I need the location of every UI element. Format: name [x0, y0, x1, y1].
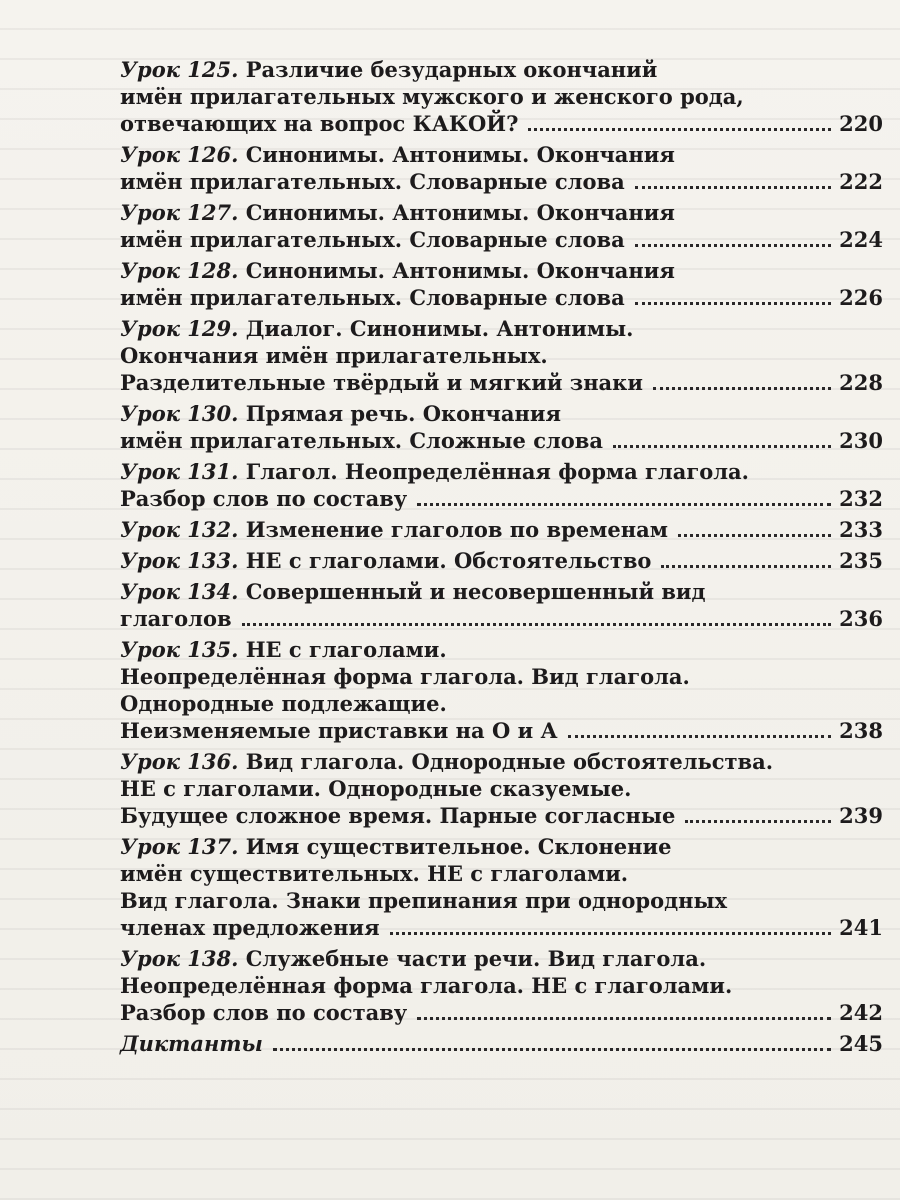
toc-text: Неизменяемые приставки на О и А: [120, 718, 558, 743]
dot-leader: [635, 302, 831, 305]
lesson-label: Урок 133.: [120, 548, 239, 573]
spacer: [238, 458, 245, 485]
toc-line: [120, 342, 883, 369]
toc-line: [120, 110, 883, 137]
spacer: [238, 400, 245, 427]
spacer: [238, 945, 245, 972]
toc-entry: [120, 547, 883, 574]
lesson-label: Урок 127.: [120, 200, 239, 225]
toc-line: [120, 141, 883, 168]
dot-leader: [390, 932, 831, 935]
spacer: [238, 748, 245, 775]
lesson-label: Урок 131.: [120, 459, 239, 484]
toc-line: [120, 284, 883, 311]
dot-leader: [653, 387, 831, 390]
dot-leader: [273, 1048, 831, 1051]
toc-text: имён существительных. НЕ с глаголами.: [120, 861, 629, 886]
dot-leader: [242, 623, 831, 626]
toc-line: [120, 914, 883, 941]
toc-text: Синонимы. Антонимы. Окончания: [245, 142, 675, 167]
toc-line: [120, 972, 883, 999]
toc-text: Различие безударных окончаний: [245, 57, 658, 82]
lesson-label: Урок 135.: [120, 637, 239, 662]
toc-text: имён прилагательных мужского и женского рода,: [120, 84, 744, 109]
toc-line: [120, 315, 883, 342]
spacer: [238, 833, 245, 860]
toc-text: Совершенный и несовершенный вид: [245, 579, 706, 604]
toc-text: Однородные подлежащие.: [120, 691, 447, 716]
toc-line: [120, 636, 883, 663]
lesson-label: Урок 138.: [120, 946, 239, 971]
toc-text: Вид глагола. Однородные обстоятельства.: [245, 749, 774, 774]
toc-text: имён прилагательных. Сложные слова: [120, 428, 603, 453]
toc-line: [120, 775, 883, 802]
toc-text: Разбор слов по составу: [120, 1000, 408, 1025]
page-number: 222: [839, 169, 883, 194]
toc-entry: [120, 945, 883, 1026]
spacer: [238, 578, 245, 605]
spacer: [238, 315, 245, 342]
lesson-label: Урок 134.: [120, 579, 239, 604]
toc-line: [120, 547, 883, 574]
toc-line: [120, 887, 883, 914]
toc-entry: [120, 141, 883, 195]
toc-text: НЕ с глаголами. Однородные сказуемые.: [120, 776, 632, 801]
toc-line: [120, 690, 883, 717]
toc-entry: [120, 636, 883, 744]
page-number: 235: [839, 548, 883, 573]
toc-entry: [120, 400, 883, 454]
toc-text: Вид глагола. Знаки препинания при однородных: [120, 888, 728, 913]
lesson-label: Урок 126.: [120, 142, 239, 167]
page-number: 230: [839, 428, 883, 453]
toc-line: [120, 605, 883, 632]
toc-line: [120, 427, 883, 454]
toc-text: НЕ с глаголами.: [245, 637, 447, 662]
toc-line: [120, 663, 883, 690]
dot-leader: [568, 735, 831, 738]
table-of-contents: [120, 56, 883, 1061]
page-number: 233: [839, 517, 883, 542]
toc-text: НЕ с глаголами. Обстоятельство: [245, 548, 652, 573]
dot-leader: [528, 128, 831, 131]
dot-leader: [635, 186, 831, 189]
toc-line: [120, 83, 883, 110]
toc-text: Прямая речь. Окончания: [245, 401, 561, 426]
page-number: 232: [839, 486, 883, 511]
toc-entry: [120, 833, 883, 941]
toc-text: Окончания имён прилагательных.: [120, 343, 548, 368]
toc-line: [120, 1030, 883, 1057]
toc-text: отвечающих на вопрос КАКОЙ?: [120, 111, 519, 136]
toc-line: [120, 226, 883, 253]
dot-leader: [635, 244, 831, 247]
toc-entry: [120, 748, 883, 829]
lesson-label: Урок 129.: [120, 316, 239, 341]
toc-line: [120, 999, 883, 1026]
toc-text: Диалог. Синонимы. Антонимы.: [245, 316, 634, 341]
toc-line: [120, 199, 883, 226]
toc-entry: [120, 199, 883, 253]
page-number: 228: [839, 370, 883, 395]
toc-entry: [120, 315, 883, 396]
page-number: 236: [839, 606, 883, 631]
toc-line: [120, 516, 883, 543]
spacer: [238, 516, 245, 543]
toc-text: Глагол. Неопределённая форма глагола.: [245, 459, 749, 484]
toc-text: Разделительные твёрдый и мягкий знаки: [120, 370, 643, 395]
toc-text: Будущее сложное время. Парные согласные: [120, 803, 676, 828]
dot-leader: [417, 503, 831, 506]
page-number: 241: [839, 915, 883, 940]
toc-line: [120, 802, 883, 829]
toc-line: [120, 833, 883, 860]
page-number: 245: [839, 1031, 883, 1056]
page-number: 242: [839, 1000, 883, 1025]
toc-line: [120, 945, 883, 972]
dot-leader: [417, 1017, 831, 1020]
page-number: 224: [839, 227, 883, 252]
toc-text: Разбор слов по составу: [120, 486, 408, 511]
toc-text: Изменение глаголов по временам: [245, 517, 668, 542]
toc-text: имён прилагательных. Словарные слова: [120, 285, 625, 310]
toc-line: [120, 578, 883, 605]
toc-entry: [120, 578, 883, 632]
lesson-label: Урок 137.: [120, 834, 239, 859]
toc-text: Неопределённая форма глагола. НЕ с глаголами.: [120, 973, 733, 998]
lesson-label: Диктанты: [120, 1031, 263, 1056]
page-number: 226: [839, 285, 883, 310]
page-number: 220: [839, 111, 883, 136]
dot-leader: [661, 565, 831, 568]
toc-line: [120, 485, 883, 512]
spacer: [238, 636, 245, 663]
lesson-label: Урок 136.: [120, 749, 239, 774]
toc-entry: [120, 257, 883, 311]
toc-line: [120, 860, 883, 887]
page-number: 239: [839, 803, 883, 828]
lesson-label: Урок 132.: [120, 517, 239, 542]
toc-line: [120, 748, 883, 775]
lesson-label: Урок 128.: [120, 258, 239, 283]
toc-entry: [120, 458, 883, 512]
toc-text: Неопределённая форма глагола. Вид глагола.: [120, 664, 690, 689]
toc-line: [120, 400, 883, 427]
toc-line: [120, 168, 883, 195]
spacer: [238, 199, 245, 226]
toc-line: [120, 717, 883, 744]
toc-entry: [120, 1030, 883, 1057]
toc-text: имён прилагательных. Словарные слова: [120, 169, 625, 194]
toc-text: Синонимы. Антонимы. Окончания: [245, 200, 675, 225]
spacer: [238, 547, 245, 574]
dot-leader: [678, 534, 831, 537]
page-number: 238: [839, 718, 883, 743]
toc-line: [120, 56, 883, 83]
toc-text: Служебные части речи. Вид глагола.: [245, 946, 707, 971]
toc-line: [120, 257, 883, 284]
toc-text: Имя существительное. Склонение: [245, 834, 672, 859]
toc-text: глаголов: [120, 606, 232, 631]
lesson-label: Урок 125.: [120, 57, 239, 82]
toc-entry: [120, 56, 883, 137]
toc-line: [120, 369, 883, 396]
spacer: [238, 257, 245, 284]
spacer: [238, 141, 245, 168]
toc-text: имён прилагательных. Словарные слова: [120, 227, 625, 252]
toc-line: [120, 458, 883, 485]
dot-leader: [613, 445, 831, 448]
toc-entry: [120, 516, 883, 543]
spacer: [238, 56, 245, 83]
dot-leader: [685, 820, 831, 823]
toc-text: Синонимы. Антонимы. Окончания: [245, 258, 675, 283]
lesson-label: Урок 130.: [120, 401, 239, 426]
toc-text: членах предложения: [120, 915, 380, 940]
